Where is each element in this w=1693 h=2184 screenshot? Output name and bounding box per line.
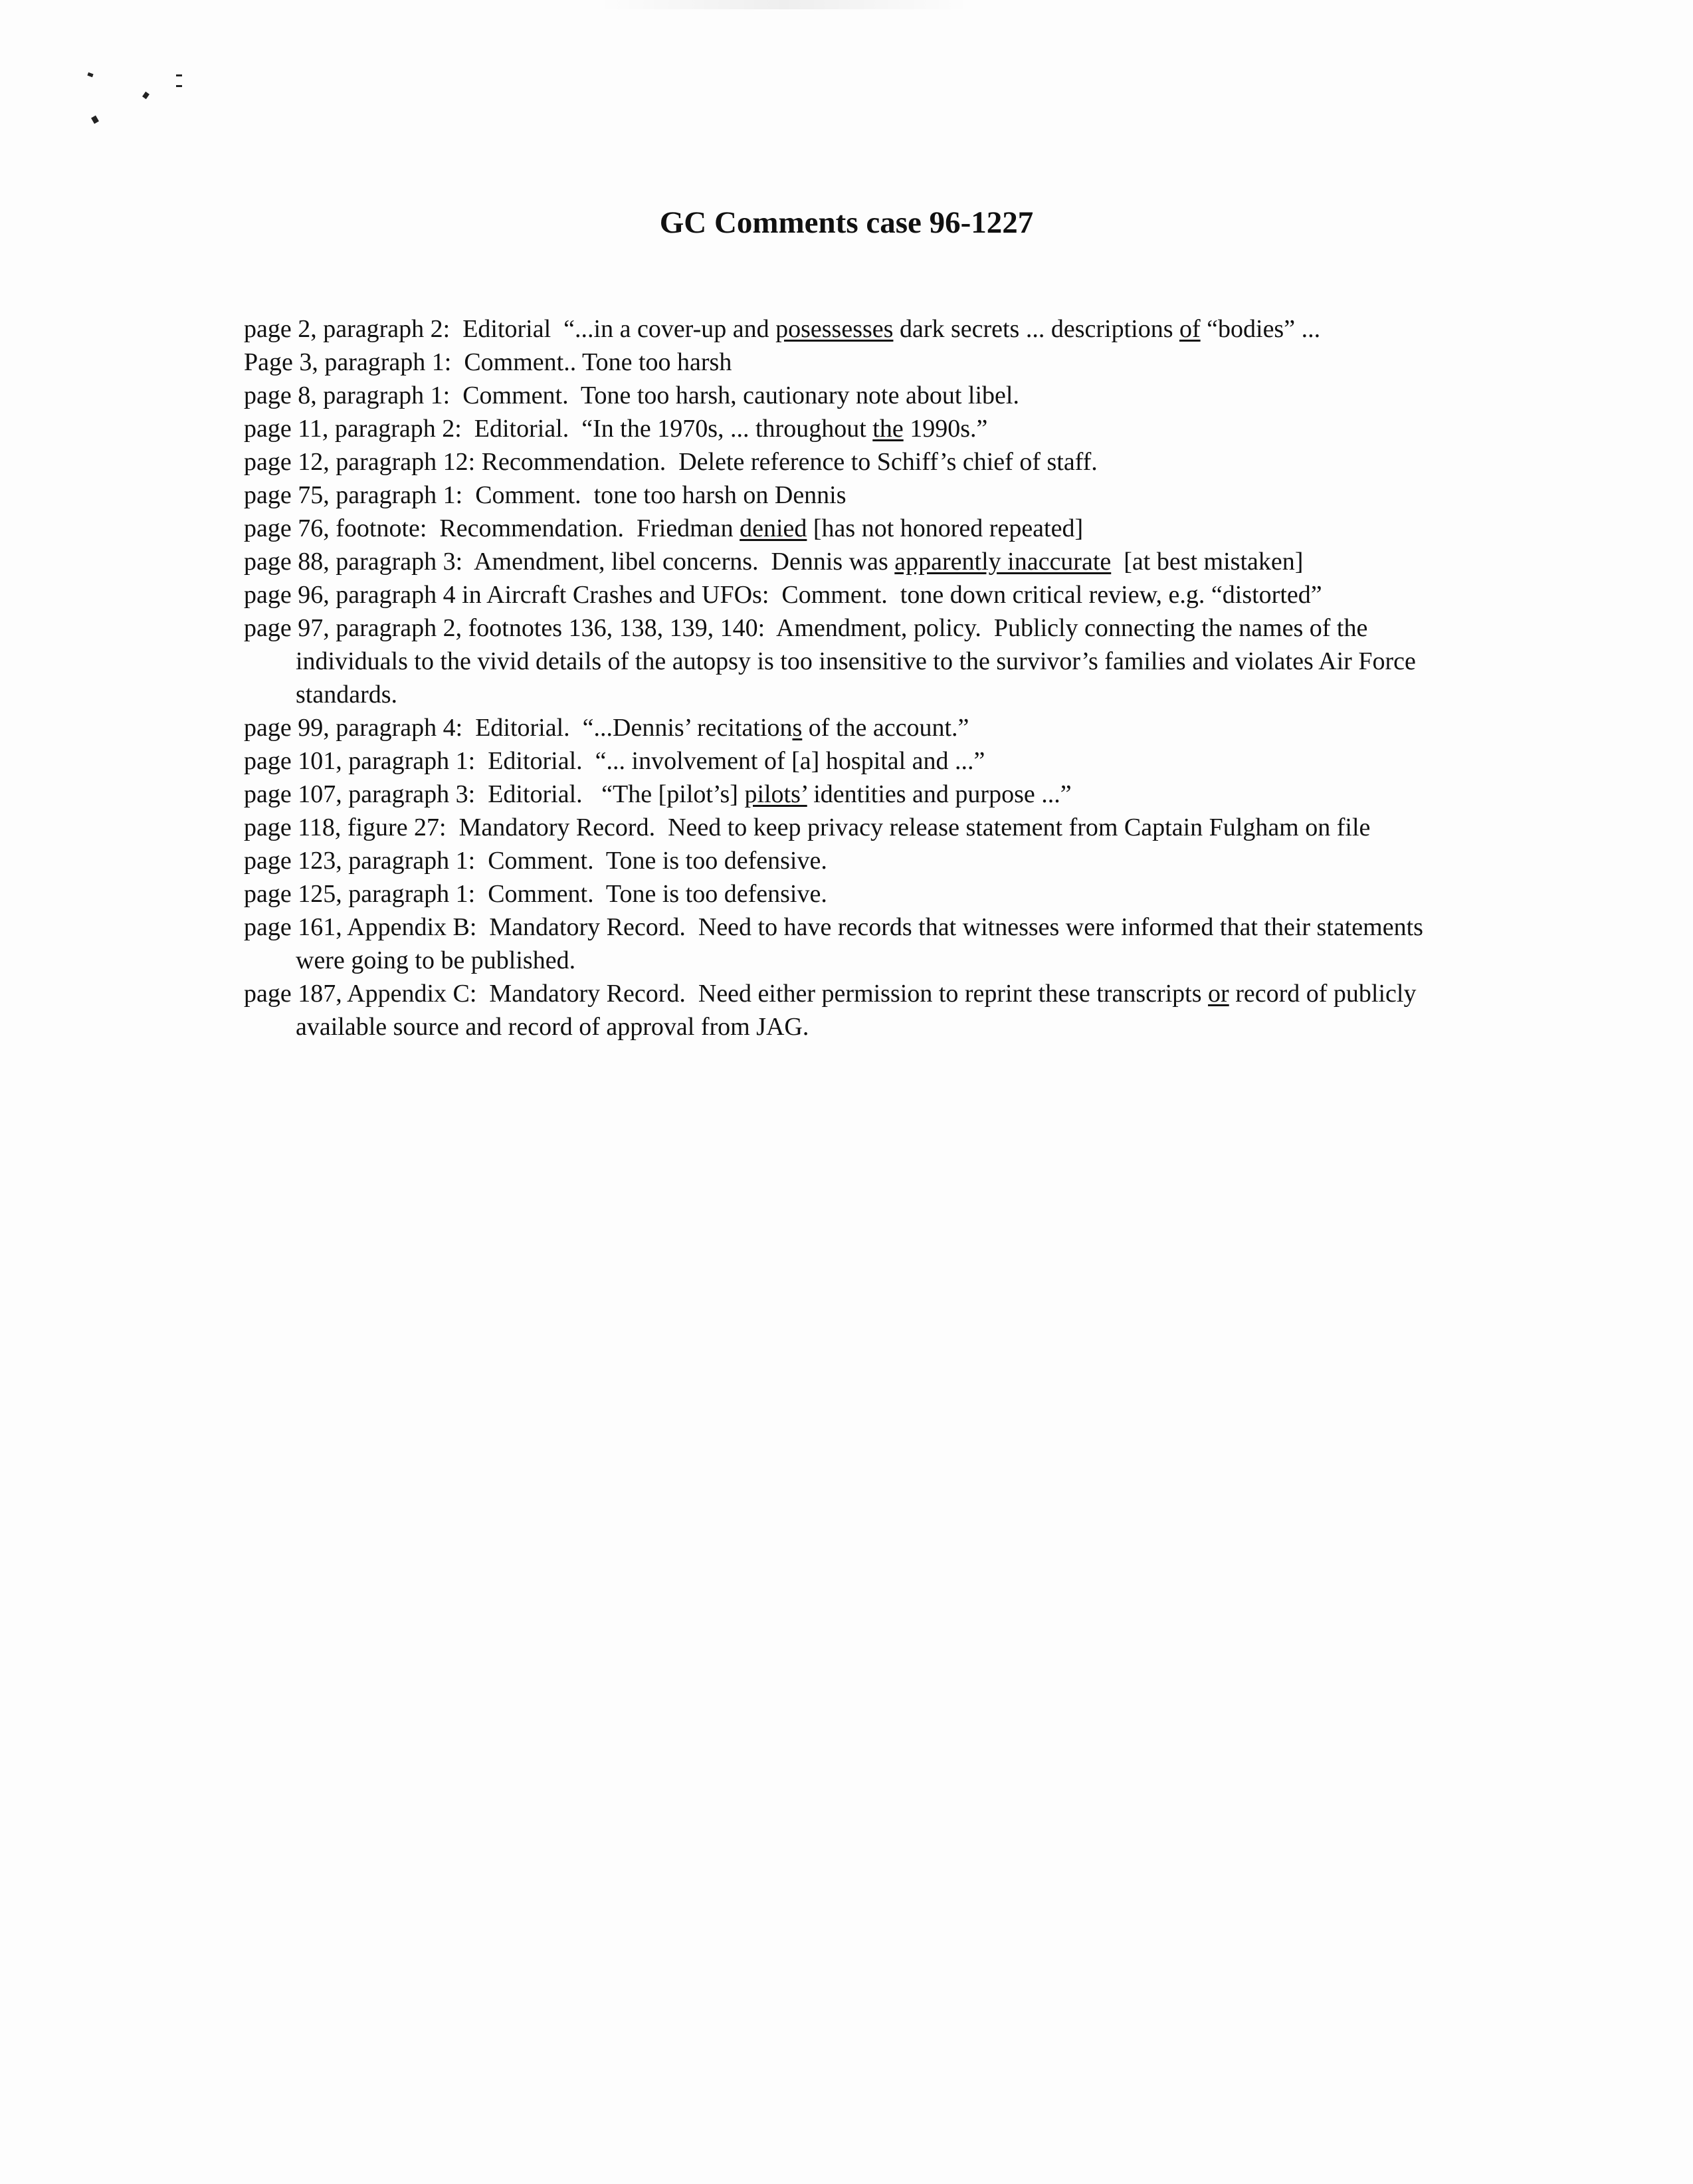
- comment-entry: [244, 811, 1466, 844]
- comment-text: page 187, Appendix C: Mandatory Record. Need either permission to reprint these transcripts: [244, 980, 1209, 1008]
- comment-entry: [244, 977, 1466, 1043]
- comment-entry: [244, 911, 1466, 977]
- comment-entry: [244, 744, 1466, 778]
- comment-text: [at best mistaken]: [1111, 548, 1304, 576]
- comment-text: page 75, paragraph 1: Comment. tone too harsh on Dennis: [244, 481, 847, 509]
- comment-text: dark secrets ... descriptions: [893, 315, 1179, 343]
- comment-text: 1990s.”: [903, 415, 988, 443]
- comment-entry: [244, 512, 1466, 545]
- comment-text: page 125, paragraph 1: Comment. Tone is too defensive.: [244, 880, 827, 908]
- comment-entry: [244, 346, 1466, 379]
- comment-text: [has not honored repeated]: [807, 514, 1084, 542]
- comment-text: page 76, footnote: Recommendation. Friedman: [244, 514, 740, 542]
- underlined-text: pilots’: [744, 780, 807, 808]
- comment-text: page 97, paragraph 2, footnotes 136, 138, 139, 140: Amendment, policy. Publicly connecting the names of the individuals to the vivid details of the autopsy is too insensitive to the survivor’s families and violates Air Force standards.: [244, 614, 1423, 709]
- comment-text: Page 3, paragraph 1: Comment.. Tone too harsh: [244, 348, 732, 376]
- scan-artifact: [598, 0, 970, 9]
- underlined-text: s: [792, 714, 803, 742]
- comment-text: page 2, paragraph 2: Editorial “...in a cover-up and: [244, 315, 776, 343]
- comment-text: page 123, paragraph 1: Comment. Tone is too defensive.: [244, 847, 827, 875]
- underlined-text: or: [1208, 980, 1229, 1008]
- comment-entry: [244, 611, 1466, 711]
- scan-speck: [142, 92, 149, 99]
- comment-entry: [244, 379, 1466, 412]
- underlined-text: apparently inaccurate: [894, 548, 1112, 576]
- comment-text: page 8, paragraph 1: Comment. Tone too harsh, cautionary note about libel.: [244, 382, 1019, 409]
- scan-speck: [87, 72, 93, 77]
- comment-text: page 99, paragraph 4: Editorial. “...Dennis’ recitation: [244, 714, 793, 742]
- comment-entry: [244, 778, 1466, 811]
- comment-entry: [244, 877, 1466, 911]
- page-title: GC Comments case 96-1227: [659, 205, 1034, 240]
- underlined-text: denied: [740, 514, 807, 542]
- comment-text: page 12, paragraph 12: Recommendation. Delete reference to Schiff’s chief of staff.: [244, 448, 1098, 476]
- comment-entry: [244, 312, 1466, 346]
- comment-text: page 107, paragraph 3: Editorial. “The [pilot’s]: [244, 780, 745, 808]
- scan-speck: [176, 85, 182, 87]
- comment-entry: [244, 412, 1466, 445]
- comment-list: [244, 312, 1466, 1043]
- underlined-text: of: [1179, 315, 1201, 343]
- comment-text: page 161, Appendix B: Mandatory Record. Need to have records that witnesses were informed that their statements were going to be published.: [244, 913, 1430, 974]
- comment-text: page 118, figure 27: Mandatory Record. Need to keep privacy release statement from Captain Fulgham on file: [244, 814, 1371, 841]
- comment-entry: [244, 445, 1466, 479]
- underlined-text: posessesses: [775, 315, 894, 343]
- comment-entry: [244, 578, 1466, 611]
- comment-text: of the account.”: [802, 714, 969, 742]
- comment-text: page 101, paragraph 1: Editorial. “... involvement of [a] hospital and ...”: [244, 747, 985, 775]
- comment-entry: [244, 844, 1466, 877]
- comment-text: page 88, paragraph 3: Amendment, libel concerns. Dennis was: [244, 548, 895, 576]
- underlined-text: the: [872, 415, 904, 443]
- scan-speck: [176, 74, 182, 76]
- comment-entry: [244, 545, 1466, 578]
- comment-text: page 11, paragraph 2: Editorial. “In the 1970s, ... throughout: [244, 415, 873, 443]
- comment-text: identities and purpose ...”: [807, 780, 1072, 808]
- scan-speck: [91, 116, 99, 124]
- comment-entry: [244, 711, 1466, 744]
- comment-entry: [244, 479, 1466, 512]
- comment-text: page 96, paragraph 4 in Aircraft Crashes and UFOs: Comment. tone down critical review, e.g. “distorted”: [244, 581, 1322, 609]
- comment-text: “bodies” ...: [1200, 315, 1321, 343]
- comment-text: record of publicly available source and record of approval from JAG.: [296, 980, 1423, 1041]
